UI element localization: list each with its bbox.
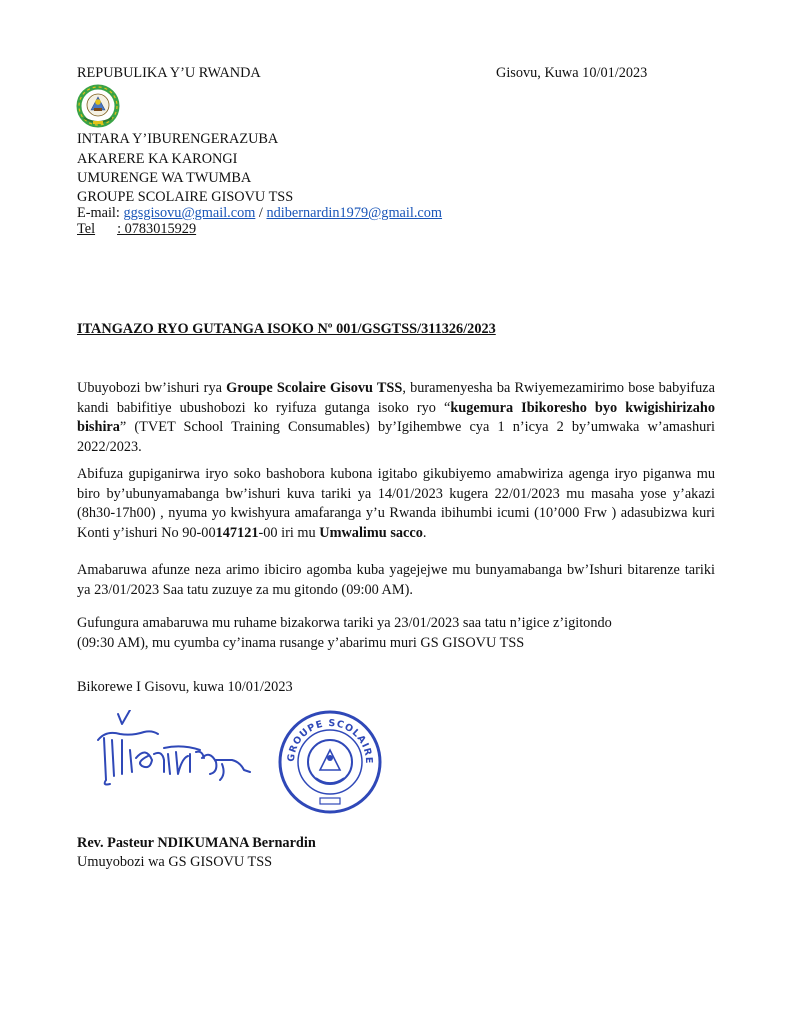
svg-text:GROUPE SCOLAIRE DE GISOVU bbox=[276, 706, 374, 765]
email-separator: / bbox=[255, 205, 267, 221]
paragraph-4-line-2: (09:30 AM), mu cyumba cy’inama rusange y’abarimu muri GS GISOVU TSS bbox=[77, 635, 525, 651]
place-date: Gisovu, Kuwa 10/01/2023 bbox=[496, 65, 648, 81]
official-stamp bbox=[276, 706, 384, 816]
email-link-1[interactable]: ggsgisovu@gmail.com bbox=[123, 205, 256, 221]
email-link-2[interactable]: ndibernardin1979@gmail.com bbox=[266, 205, 443, 221]
sector: UMURENGE WA TWUMBA bbox=[77, 170, 252, 186]
tel-line bbox=[77, 220, 196, 240]
email-label: E-mail: bbox=[77, 205, 124, 221]
p1-text-c: , buramenyesha ba Rwiyemezamirimo bose babyifuza kandi babifitiye ubushobozi ko ryifuza gutanga isoko ryo “ bbox=[77, 380, 715, 416]
signature bbox=[92, 710, 262, 795]
district: AKARERE KA KARONGI bbox=[77, 151, 238, 167]
signer-title: Umuyobozi wa GS GISOVU TSS bbox=[77, 854, 273, 870]
school-name: GROUPE SCOLAIRE GISOVU TSS bbox=[77, 189, 294, 205]
tel-value: : 0783015929 bbox=[117, 221, 197, 237]
province: INTARA Y’IBURENGERAZUBA bbox=[77, 131, 279, 147]
paragraph-3: Amabaruwa afunze neza arimo ibiciro agomba kuba yagejejwe mu bunyamabanga bw’Ishuri bitarenze tariki ya 23/01/2023 Saa tatu zuzuye za mu gitondo (09:00 AM). bbox=[77, 562, 715, 598]
paragraph-2 bbox=[77, 465, 715, 543]
p2-text-a: Abifuza gupiganirwa iryo soko bashobora kubona igitabo gikubiyemo amabwiriza agenga iryo piganwa mu biro by’ubunyamabanga bw’ishuri kuva tariki ya 14/01/2023 kugera 22/01/2023 mu masaha yose y’akazi (8h30-17h00) , nyuma yo kwishyura amafaranga y’u Rwanda ibihumbi icumi (10’000 Frw ) adasubizwa kuri Konti y’ishuri No 90-00 bbox=[77, 466, 715, 541]
stamp-text: GROUPE SCOLAIRE bbox=[285, 717, 375, 765]
p1-tender-bold: kugemura Ibikoresho byo kwigishirizaho bishira bbox=[77, 399, 715, 435]
country-name: REPUBULIKA Y’U RWANDA bbox=[77, 65, 261, 81]
coat-of-arms-logo bbox=[74, 84, 122, 128]
closing-line: Bikorewe I Gisovu, kuwa 10/01/2023 bbox=[77, 679, 293, 695]
p2-text-c: -00 iri mu bbox=[258, 524, 320, 541]
p1-text-e: ” (TVET School Training Consumables) by’Igihembwe cya 1 n’icya 2 by’umwaka w’amashuri 2022/2023. bbox=[77, 419, 715, 455]
p1-text-a: Ubuyobozi bw’ishuri rya bbox=[77, 380, 227, 396]
notice-title: ITANGAZO RYO GUTANGA ISOKO Nº 001/GSGTSS/311326/2023 bbox=[77, 321, 496, 337]
paragraph-1 bbox=[77, 379, 715, 457]
p2-bank-bold: Umwalimu sacco bbox=[319, 524, 423, 541]
tel-label: Tel bbox=[77, 221, 96, 237]
signer-name: Rev. Pasteur NDIKUMANA Bernardin bbox=[77, 835, 316, 851]
p2-text-e: . bbox=[422, 524, 427, 541]
p1-school-bold: Groupe Scolaire Gisovu TSS bbox=[226, 380, 403, 396]
paragraph-4-line-1: Gufungura amabaruwa mu ruhame bizakorwa tariki ya 23/01/2023 saa tatu n’igice z’igitondo bbox=[77, 615, 612, 631]
p2-account-bold: 147121 bbox=[215, 524, 259, 541]
